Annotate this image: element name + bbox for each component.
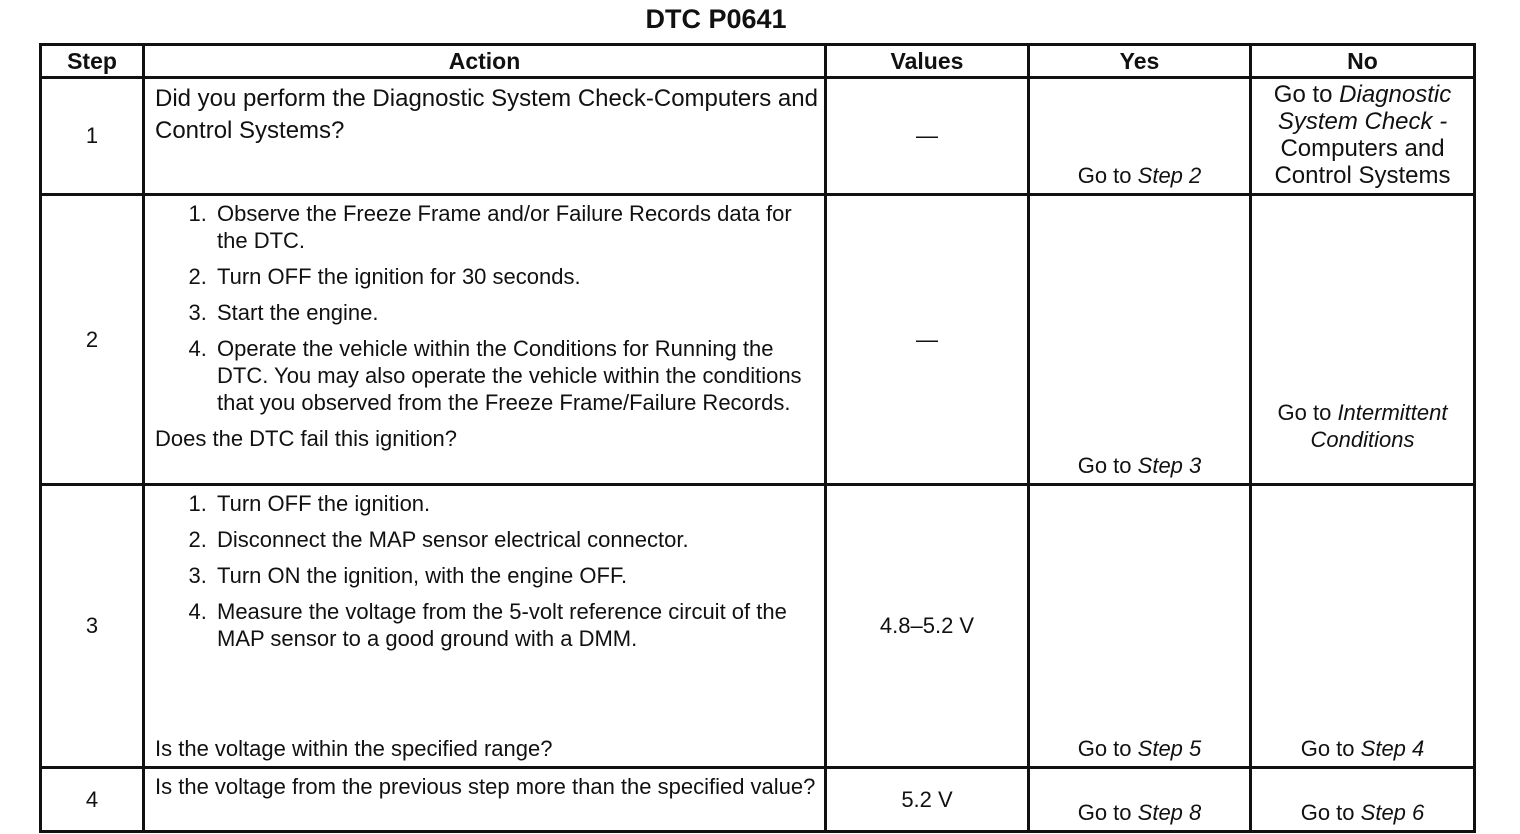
action-step-item: 2. Turn OFF the ignition for 30 seconds. xyxy=(213,263,818,290)
no-cell xyxy=(1251,195,1475,485)
action-cell xyxy=(144,485,826,768)
no-cell xyxy=(1251,78,1475,195)
no-prefix: Go to xyxy=(1273,81,1333,108)
table-header-row xyxy=(41,45,1475,78)
no-prefix: Go to xyxy=(1300,736,1355,761)
value-cell: 4.8–5.2 V xyxy=(826,485,1029,768)
action-step-item: 4. Measure the voltage from the 5-volt reference circuit of the MAP sensor to a good ground with a DMM. xyxy=(213,598,818,652)
step-number: 2 xyxy=(41,195,144,485)
table-row xyxy=(41,485,1475,768)
table-row xyxy=(41,768,1475,832)
no-step-link[interactable]: Step 6 xyxy=(1360,800,1425,825)
action-step-item: 2. Disconnect the MAP sensor electrical connector. xyxy=(213,526,818,553)
yes-prefix: Go to xyxy=(1077,736,1132,761)
dtc-table xyxy=(39,43,1476,833)
yes-cell xyxy=(1029,78,1251,195)
no-step-link[interactable]: Diagnostic System Check - xyxy=(1277,81,1452,135)
yes-step-link[interactable]: Step 3 xyxy=(1137,453,1202,478)
page-title: DTC P0641 xyxy=(645,4,787,34)
header-yes: Yes xyxy=(1029,45,1251,78)
no-prefix: Go to xyxy=(1300,800,1355,825)
yes-step-link[interactable]: Step 8 xyxy=(1137,800,1202,825)
action-cell xyxy=(144,768,826,832)
no-step-link[interactable]: Intermittent Conditions xyxy=(1310,400,1448,452)
value-cell: — xyxy=(826,195,1029,485)
yes-step-link[interactable]: Step 5 xyxy=(1137,736,1202,761)
header-step: Step xyxy=(41,45,144,78)
action-step-item: 4. Operate the vehicle within the Conditions for Running the DTC. You may also operate the vehicle within the conditions that you observed from the Freeze Frame/Failure Records. xyxy=(213,335,818,416)
action-cell xyxy=(144,78,826,195)
no-cell xyxy=(1251,485,1475,768)
yes-prefix: Go to xyxy=(1077,800,1132,825)
header-no: No xyxy=(1251,45,1475,78)
step-number: 4 xyxy=(41,768,144,832)
yes-prefix: Go to xyxy=(1077,453,1132,478)
action-question: Is the voltage from the previous step more than the specified value? xyxy=(155,774,816,799)
action-steps xyxy=(155,200,818,416)
action-question: Did you perform the Diagnostic System Check-Computers and Control Systems? xyxy=(155,85,818,144)
action-step-item: 3. Start the engine. xyxy=(213,299,818,326)
action-step-item: 3. Turn ON the ignition, with the engine OFF. xyxy=(213,562,818,589)
no-suffix: Computers and Control Systems xyxy=(1274,135,1451,189)
table-row xyxy=(41,78,1475,195)
action-question: Does the DTC fail this ignition? xyxy=(155,426,458,451)
yes-prefix: Go to xyxy=(1077,163,1132,188)
step-number: 3 xyxy=(41,485,144,768)
action-step-item: 1. Observe the Freeze Frame and/or Failure Records data for the DTC. xyxy=(213,200,818,254)
value-cell: — xyxy=(826,78,1029,195)
yes-cell xyxy=(1029,485,1251,768)
action-cell xyxy=(144,195,826,485)
step-number: 1 xyxy=(41,78,144,195)
value-cell: 5.2 V xyxy=(826,768,1029,832)
no-step-link[interactable]: Step 4 xyxy=(1360,736,1425,761)
no-prefix: Go to xyxy=(1277,400,1332,425)
action-steps xyxy=(155,490,818,652)
table-row xyxy=(41,195,1475,485)
header-values: Values xyxy=(826,45,1029,78)
action-question: Is the voltage within the specified range? xyxy=(155,736,553,761)
header-action: Action xyxy=(144,45,826,78)
action-step-item: 1. Turn OFF the ignition. xyxy=(213,490,818,517)
yes-cell xyxy=(1029,768,1251,832)
yes-cell xyxy=(1029,195,1251,485)
yes-step-link[interactable]: Step 2 xyxy=(1137,163,1202,188)
no-cell xyxy=(1251,768,1475,832)
